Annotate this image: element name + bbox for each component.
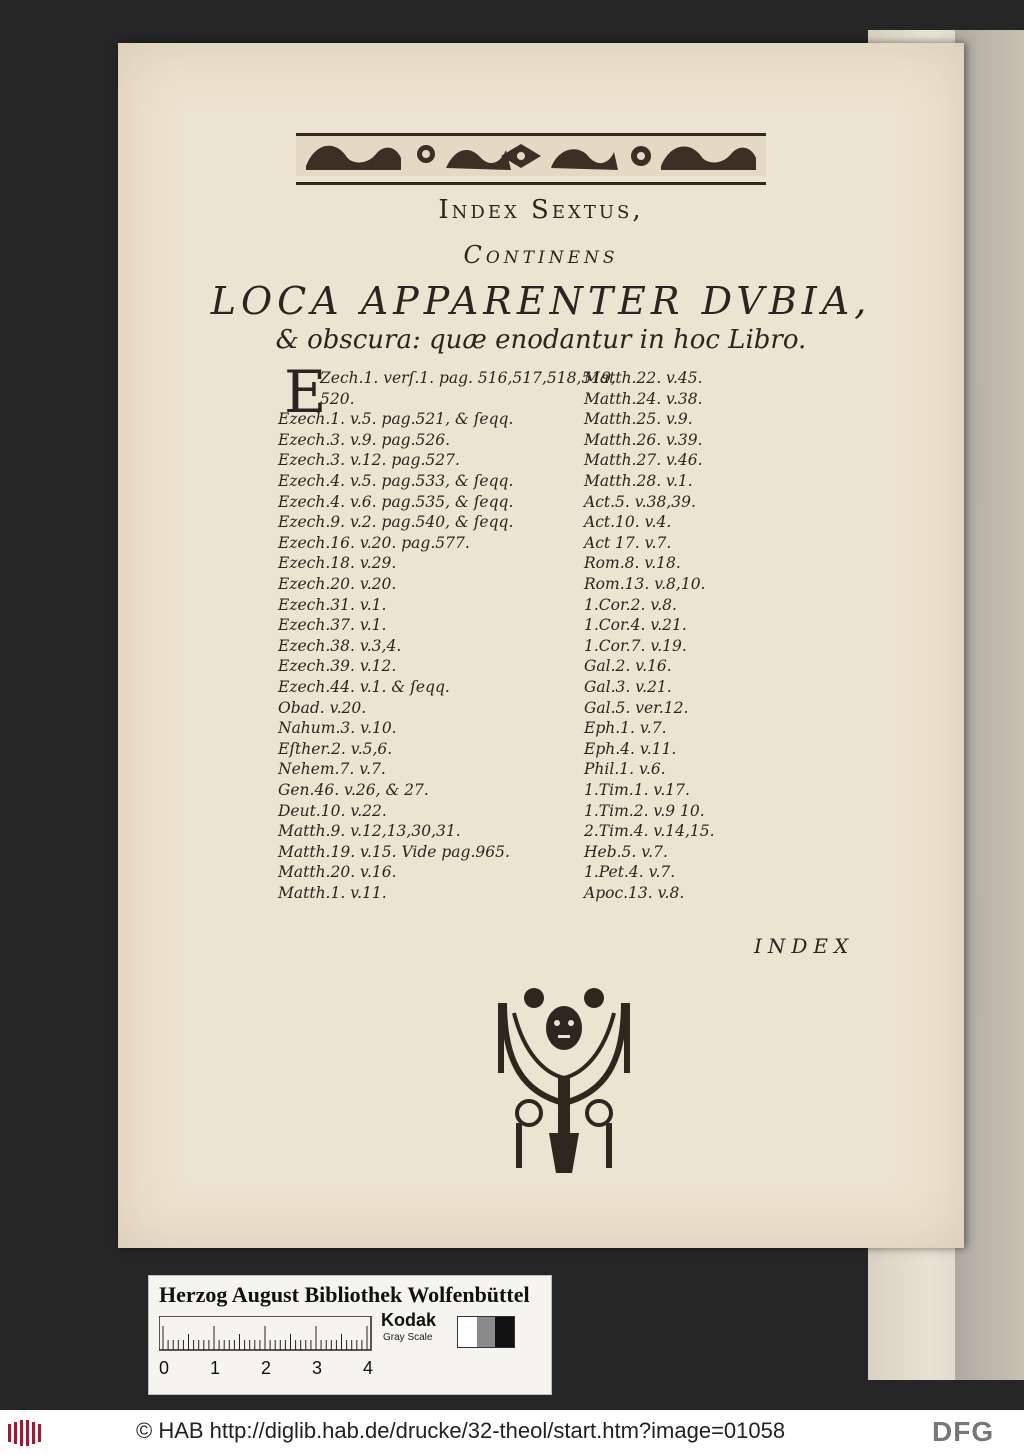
ruler-number: 2 xyxy=(261,1358,272,1378)
index-entry: 1.Cor.4. v.21. xyxy=(584,616,687,635)
ornamental-tailpiece xyxy=(494,983,634,1187)
index-entry: Ezech.31. v.1. xyxy=(278,595,387,614)
index-entry: Matth.1. v.11. xyxy=(278,884,387,902)
gray-scale-caption: Gray Scale xyxy=(383,1332,433,1343)
continens-heading: Continens xyxy=(463,241,619,269)
copyright-url[interactable]: © HAB http://diglib.hab.de/drucke/32-theol/start.htm?image=01058 xyxy=(136,1418,786,1443)
index-entry: Eph.4. v.11. xyxy=(584,739,677,758)
gutter-shadow xyxy=(955,30,1024,1380)
archive-label-card xyxy=(148,1275,552,1395)
library-name: Herzog August Bibliothek Wolfenbüttel xyxy=(159,1282,530,1307)
index-entry: 1.Cor.2. v.8. xyxy=(584,595,677,614)
left-index-column xyxy=(278,369,616,939)
index-entry: Heb.5. v.7. xyxy=(584,842,668,861)
index-entry: 2.Tim.4. v.14,15. xyxy=(584,822,715,841)
index-entry: Obad. v.20. xyxy=(278,698,367,717)
index-entry: Nehem.7. v.7. xyxy=(278,760,386,779)
index-entry: Ezech.37. v.1. xyxy=(278,616,387,635)
ruler-number: 1 xyxy=(210,1358,221,1378)
index-entry: Matth.26. v.39. xyxy=(584,430,703,449)
index-entry: Act 17. v.7. xyxy=(584,533,672,552)
ruler-number: 0 xyxy=(159,1358,170,1378)
loca-heading: LOCA APPARENTER DVBIA, xyxy=(210,279,872,323)
index-entry: Ezech.3. v.12. pag.527. xyxy=(278,451,460,470)
index-entry: Ezech.18. v.29. xyxy=(278,554,397,573)
index-entry: Act.10. v.4. xyxy=(584,513,672,532)
index-entry: Ezech.44. v.1. & ſeqq. xyxy=(278,678,450,696)
viewer-footer xyxy=(0,1410,1024,1454)
index-entry: Deut.10. v.22. xyxy=(278,801,387,820)
index-entry: Matth.25. v.9. xyxy=(584,410,693,429)
index-entry: Gal.2. v.16. xyxy=(584,657,672,676)
index-entry: Nahum.3. v.10. xyxy=(278,719,397,738)
index-entry: Matth.19. v.15. Vide pag.965. xyxy=(278,842,510,861)
index-entry: Matth.22. v.45. xyxy=(584,369,703,387)
index-entry: Ezech.39. v.12. xyxy=(278,657,397,676)
index-entry: Apoc.13. v.8. xyxy=(584,884,685,902)
dfg-logo: DFG xyxy=(932,1416,995,1447)
index-entry: Matth.28. v.1. xyxy=(584,472,693,490)
index-title: Index Sextus, xyxy=(438,195,644,225)
book-page xyxy=(118,43,964,1248)
ruler-number: 4 xyxy=(363,1358,373,1378)
index-entry: 520. xyxy=(320,389,355,408)
index-entry: Ezech.4. v.5. pag.533, & ſeqq. xyxy=(278,472,514,490)
ruler-number: 3 xyxy=(312,1358,323,1378)
index-entry: Eph.1. v.7. xyxy=(584,719,667,738)
index-entry: Ezech.4. v.6. pag.535, & ſeqq. xyxy=(278,492,514,511)
index-entry: Phil.1. v.6. xyxy=(584,760,666,779)
catchword: INDEX xyxy=(754,934,855,958)
index-entry: Ezech.9. v.2. pag.540, & ſeqq. xyxy=(278,513,514,532)
gray-swatches xyxy=(457,1316,515,1348)
index-entry: Matth.9. v.12,13,30,31. xyxy=(278,822,461,841)
index-entry: 1.Pet.4. v.7. xyxy=(584,863,676,882)
index-entry: 1.Tim.1. v.17. xyxy=(584,781,690,799)
hab-logo-icon xyxy=(8,1420,48,1446)
ornamental-headband xyxy=(296,133,766,185)
index-entry: Ezech.16. v.20. pag.577. xyxy=(278,533,470,552)
index-entry: Gal.3. v.21. xyxy=(584,678,672,696)
index-entry: Eſther.2. v.5,6. xyxy=(278,739,393,758)
index-entry: 1.Tim.2. v.9 10. xyxy=(584,801,705,820)
drop-cap: E xyxy=(284,358,327,426)
index-entry: Ezech.20. v.20. xyxy=(278,575,397,593)
index-entry: 1.Cor.7. v.19. xyxy=(584,636,687,655)
scale-ruler xyxy=(159,1316,373,1386)
index-entry: Ezech.38. v.3,4. xyxy=(278,636,402,655)
index-entry: Rom.8. v.18. xyxy=(584,554,681,573)
index-entry: Zech.1. verſ.1. pag. 516,517,518,519, xyxy=(320,369,616,387)
obscura-subheading: & obscura: quæ enodantur in hoc Libro. xyxy=(275,325,807,355)
index-entry: Ezech.1. v.5. pag.521, & ſeqq. xyxy=(278,410,514,429)
index-entry: Matth.24. v.38. xyxy=(584,389,703,408)
index-entry: Rom.13. v.8,10. xyxy=(584,575,706,593)
index-entry: Ezech.3. v.9. pag.526. xyxy=(278,430,451,449)
index-entry: Gal.5. ver.12. xyxy=(584,698,689,717)
index-entry: Matth.27. v.46. xyxy=(584,451,703,470)
index-entry: Matth.20. v.16. xyxy=(278,863,397,882)
right-index-column xyxy=(584,369,884,939)
kodak-brand: Kodak xyxy=(381,1310,437,1330)
index-entry: Gen.46. v.26, & 27. xyxy=(278,781,429,799)
index-entry: Act.5. v.38,39. xyxy=(584,492,696,511)
